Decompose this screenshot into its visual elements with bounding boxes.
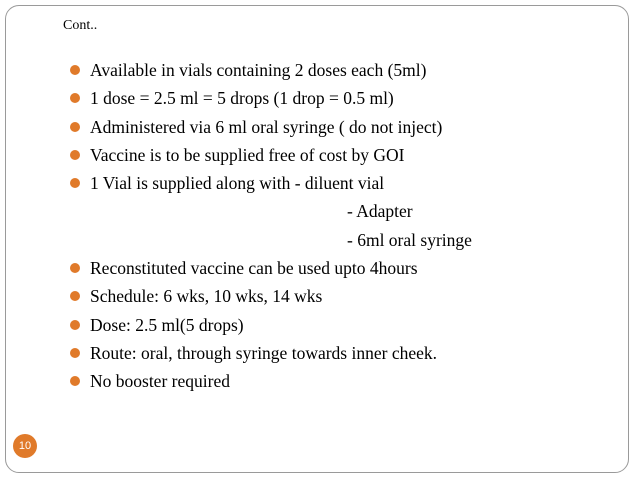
bullet-dot-icon bbox=[70, 150, 80, 160]
bullet-item: Dose: 2.5 ml(5 drops) bbox=[70, 311, 442, 339]
bullet-dot-icon bbox=[70, 320, 80, 330]
bullet-dot-icon bbox=[70, 65, 80, 75]
bullet-item: No booster required bbox=[70, 367, 442, 395]
bullet-dot-icon bbox=[70, 348, 80, 358]
bullet-dot-icon bbox=[70, 93, 80, 103]
bullet-item: 1 Vial is supplied along with - diluent vial bbox=[70, 169, 442, 197]
bullet-list bbox=[70, 56, 472, 396]
bullet-dot-icon bbox=[70, 122, 80, 132]
bullet-item: 1 dose = 2.5 ml = 5 drops (1 drop = 0.5 ml) bbox=[70, 84, 442, 112]
slide-heading: Cont.. bbox=[63, 18, 98, 33]
continuation-line: - 6ml oral syringe bbox=[347, 229, 472, 250]
bullet-item: Route: oral, through syringe towards inner cheek. bbox=[70, 339, 442, 367]
bullet-item: Vaccine is to be supplied free of cost by GOI bbox=[70, 141, 442, 169]
page-number-badge: 10 bbox=[13, 434, 37, 458]
bullet-item: Schedule: 6 wks, 10 wks, 14 wks bbox=[70, 282, 442, 310]
bullet-dot-icon bbox=[70, 263, 80, 273]
bullet-item: Available in vials containing 2 doses each (5ml) bbox=[70, 56, 442, 84]
bullet-item: Reconstituted vaccine can be used upto 4hours bbox=[70, 254, 442, 282]
bullet-dot-icon bbox=[70, 178, 80, 188]
continuation-line: - Adapter bbox=[347, 201, 413, 222]
bullet-dot-icon bbox=[70, 376, 80, 386]
bullet-dot-icon bbox=[70, 291, 80, 301]
bullet-item: Administered via 6 ml oral syringe ( do not inject) bbox=[70, 113, 442, 141]
